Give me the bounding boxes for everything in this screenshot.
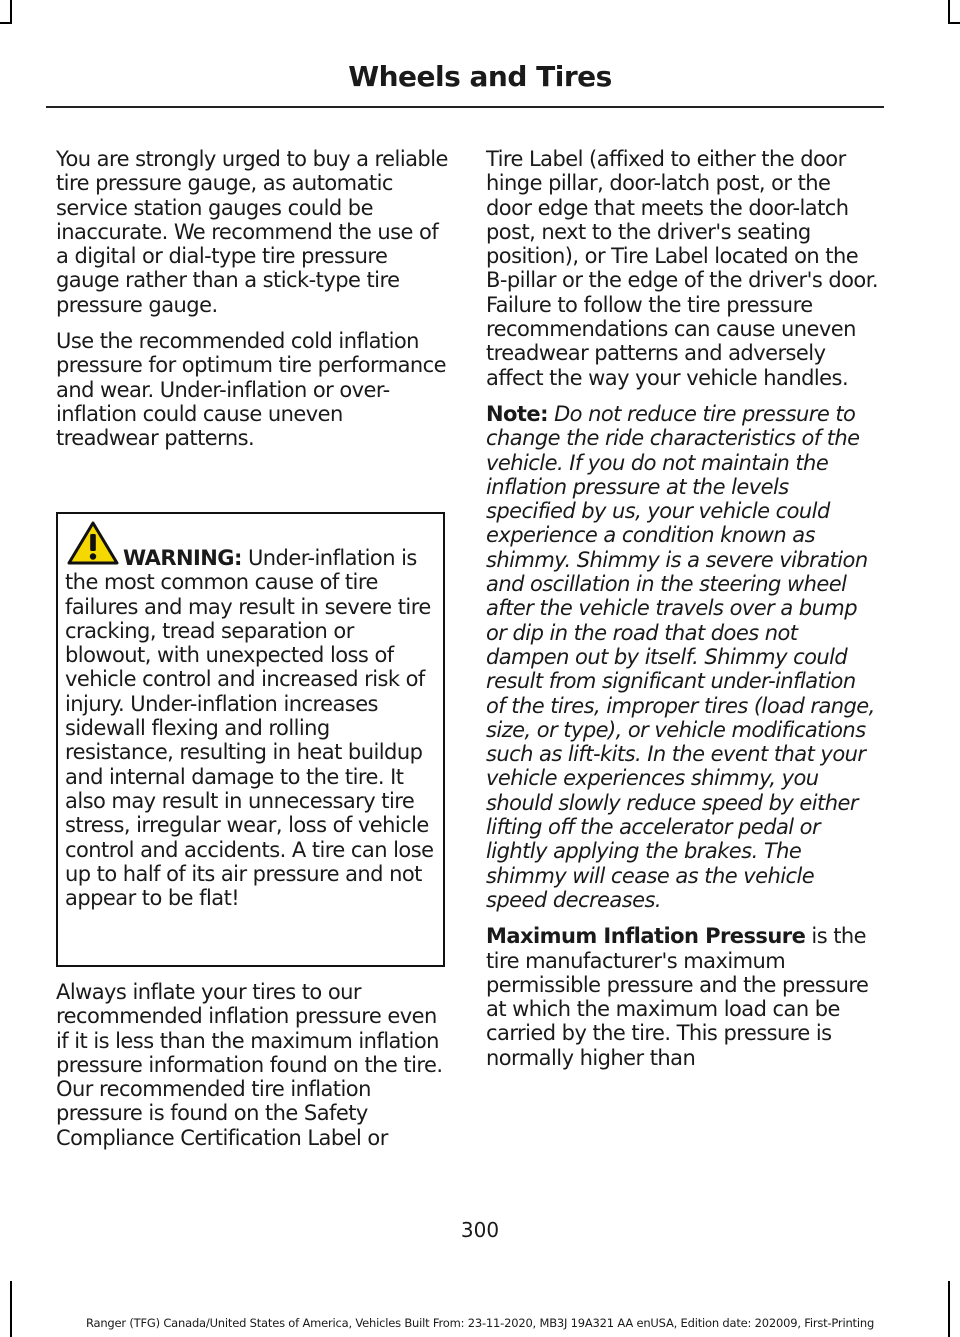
page-title: Wheels and Tires: [348, 60, 612, 93]
note-text: Do not reduce tire pressure to change the ride characteristics of the vehicle. If you do not maintain the inflation pressure at the levels specified by us, your vehicle could experience a condition known as shimmy. Shimmy is a severe vibration and oscillation in the steering wheel after the vehicle travels over a bump or dip in the road that does not dampen out by itself. Shimmy could result from significant under-inflation of the tires, improper tires (load range, size, or type), or vehicle modifications such as lift-kits. In the event that your vehicle experiences shimmy, you should slowly reduce speed by either lifting off the accelerator pedal or lightly applying the brakes. The shimmy will cease as the vehicle speed decreases.: [486, 401, 875, 912]
warning-body: Under-inflation is the most common cause of tire failures and may result in severe tire cracking, tread separation or blowout, with unexpected loss of vehicle control and increased risk of injury. Under-inflation increases sidewall flexing and rolling resistance, resulting in heat buildup and internal damage to the tire. It also may result in unnecessary tire stress, irregular wear, loss of vehicle control and accidents. A tire can lose up to half of its air pressure and not appear to be flat!: [65, 546, 434, 911]
warning-box: [56, 512, 445, 967]
paragraph-cold-inflation: Use the recommended cold inflation pressure for optimum tire performance and wear. Under-inflation or over-inflation could cause uneven treadwear patterns.: [56, 329, 447, 451]
paragraph-always-inflate: Always inflate your tires to our recommended inflation pressure even if it is less than the maximum inflation pressure information found on the tire. Our recommended tire inflation pressure is found on the Safety Compliance Certification Label or: [56, 980, 443, 1150]
max-inflation-label: Maximum Inflation Pressure: [486, 924, 806, 949]
crop-mark-top-left: [10, 0, 12, 24]
max-inflation-paragraph: [486, 924, 880, 1070]
max-inflation-text: is the tire manufacturer's maximum permissible pressure and the pressure at which the maximum load can be carried by the tire. This pressure is normally higher than: [486, 924, 869, 1070]
footer-text: Ranger (TFG) Canada/United States of America, Vehicles Built From: 23-11-2020, MB3J 19A321 AA enUSA, Edition date: 202009, First-Printing: [85, 1316, 875, 1330]
header-divider: [46, 106, 884, 108]
crop-mark-top-right: [948, 0, 950, 24]
crop-mark-top-right-h: [948, 22, 960, 24]
left-column: [56, 147, 448, 463]
note-paragraph: [486, 402, 880, 912]
paragraph-tire-label: Tire Label (affixed to either the door hinge pillar, door-latch post, or the door edge that meets the door-latch post, next to the driver's seating position), or Tire Label located on the B-pillar or the edge of the driver's door. Failure to follow the tire pressure recommendations can cause uneven treadwear patterns and adversely affect the way your vehicle handles.: [486, 147, 878, 390]
paragraph-gauge: You are strongly urged to buy a reliable tire pressure gauge, as automatic service station gauges could be inaccurate. We recommend the use of a digital or dial-type tire pressure gauge rather than a stick-type tire pressure gauge.: [56, 147, 448, 317]
right-column: [486, 147, 880, 1082]
warning-label: WARNING:: [123, 546, 242, 570]
warning-text: [65, 546, 441, 910]
page-number: 300: [460, 1218, 500, 1242]
crop-mark-top-left-h: [0, 22, 12, 24]
note-label: Note:: [486, 401, 548, 426]
